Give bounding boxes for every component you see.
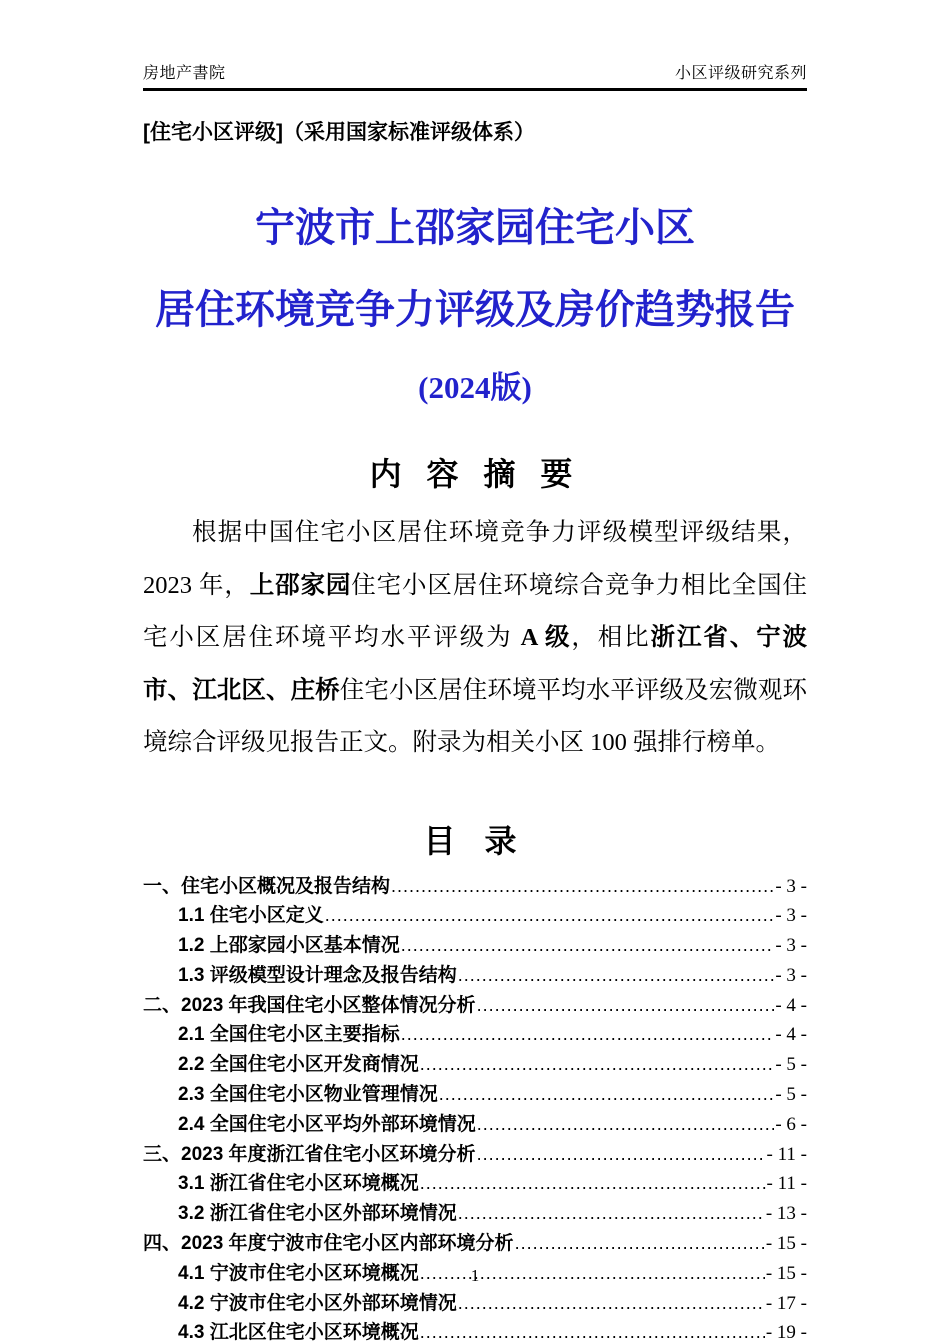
toc-entry	[143, 1020, 807, 1050]
summary-run-grade: A 级	[520, 624, 572, 651]
toc-entry	[143, 1318, 807, 1344]
toc-leader-dots	[477, 1140, 766, 1170]
page-number: 1	[470, 1266, 480, 1285]
toc-entry	[143, 961, 807, 991]
toc-page-number: - 4 -	[775, 994, 807, 1016]
toc-entry-label: 二、2023 年我国住宅小区整体情况分析	[143, 994, 476, 1016]
toc-entry	[143, 1229, 807, 1259]
summary-run-regions: 浙江省、宁波市、江北区、庄桥	[143, 624, 808, 704]
toc-page-number: - 19 -	[765, 1322, 807, 1344]
toc-entry	[143, 931, 807, 961]
toc-entry-label: 2.2 全国住宅小区开发商情况	[178, 1054, 419, 1076]
toc-leader-dots	[458, 1289, 765, 1319]
toc-entry	[143, 1199, 807, 1229]
toc-leader-dots	[420, 1050, 775, 1080]
toc-page-number: - 17 -	[765, 1292, 807, 1314]
report-title-line1: 宁波市上邵家园住宅小区	[255, 205, 695, 250]
toc-entry	[143, 901, 807, 931]
toc-entry	[143, 1169, 807, 1199]
toc-leader-dots	[401, 1020, 775, 1050]
toc-entry-label: 三、2023 年度浙江省住宅小区环境分析	[143, 1143, 476, 1165]
toc-entry-label: 2.1 全国住宅小区主要指标	[178, 1024, 400, 1046]
toc-entry-label: 1.3 评级模型设计理念及报告结构	[178, 964, 457, 986]
toc-entry	[143, 1080, 807, 1110]
summary-heading: 内 容 摘 要	[369, 456, 581, 492]
toc-entry-label: 2.3 全国住宅小区物业管理情况	[178, 1084, 438, 1106]
toc-page-number: - 15 -	[765, 1233, 807, 1255]
toc-leader-dots	[420, 1169, 766, 1199]
toc-entry-label: 4.1 宁波市住宅小区环境概况	[178, 1262, 419, 1284]
toc-leader-dots	[458, 961, 775, 991]
toc-entry	[143, 1050, 807, 1080]
report-edition: (2024版)	[418, 370, 532, 405]
toc-entry-label: 3.1 浙江省住宅小区环境概况	[178, 1173, 419, 1195]
toc-leader-dots	[325, 901, 775, 931]
toc-leader-dots	[391, 872, 774, 902]
toc-entry	[143, 1140, 807, 1170]
toc-page-number: - 5 -	[775, 1084, 807, 1106]
toc-page-number: - 11 -	[766, 1143, 807, 1165]
page-header	[143, 0, 807, 83]
toc-entry	[143, 1289, 807, 1319]
toc-leader-dots	[515, 1229, 765, 1259]
toc-entry-label: 1.2 上邵家园小区基本情况	[178, 935, 400, 957]
summary-run: ，相比	[571, 624, 651, 651]
summary-run-community-name: 上邵家园	[249, 571, 352, 599]
summary-paragraph	[143, 507, 807, 770]
toc-entry-label: 4.2 宁波市住宅小区外部环境情况	[178, 1292, 457, 1314]
toc-page-number: - 3 -	[775, 875, 807, 897]
header-right-label: 小区评级研究系列	[674, 65, 807, 82]
summary-run: 根据中国住宅小区居住环境竞争力评级模型评级结果，2023 年，	[143, 519, 807, 599]
toc-entry-label: 4.3 江北区住宅小区环境概况	[178, 1322, 419, 1344]
toc-page-number: - 3 -	[775, 964, 807, 986]
toc-leader-dots	[458, 1199, 765, 1229]
toc-entry-label: 四、2023 年度宁波市住宅小区内部环境分析	[143, 1233, 514, 1255]
toc-page-number: - 6 -	[775, 1113, 807, 1135]
toc-leader-dots	[401, 931, 775, 961]
summary-run: 住宅小区居住环境平均水平评级及宏微观环境综合评级见报告正文。附录为相关小区 100 强排行榜单。	[143, 676, 808, 756]
toc-entry-label: 1.1 住宅小区定义	[178, 905, 324, 927]
title-block	[143, 196, 807, 407]
toc-page-number: - 11 -	[766, 1173, 807, 1195]
toc-entry	[143, 872, 807, 902]
toc-page-number: - 13 -	[765, 1203, 807, 1225]
toc-entry	[143, 991, 807, 1021]
toc-entry-label: 3.2 浙江省住宅小区外部环境情况	[178, 1203, 457, 1225]
toc-entry	[143, 1110, 807, 1140]
toc-leader-dots	[477, 991, 775, 1021]
toc-page-number: - 4 -	[775, 1024, 807, 1046]
rating-system-label: [住宅小区评级]（采用国家标准评级体系）	[143, 121, 535, 144]
toc-entry-label: 一、住宅小区概况及报告结构	[143, 875, 391, 897]
header-left-label: 房地产書院	[143, 65, 226, 82]
toc-entry-label: 2.4 全国住宅小区平均外部环境情况	[178, 1113, 476, 1135]
toc-page-number: - 5 -	[775, 1054, 807, 1076]
toc-leader-dots	[439, 1080, 775, 1110]
toc-page-number: - 3 -	[775, 905, 807, 927]
header-divider	[143, 88, 807, 91]
toc-page-number: - 3 -	[775, 935, 807, 957]
toc-heading: 目 录	[423, 822, 527, 859]
toc-leader-dots	[420, 1318, 765, 1344]
report-title-line2: 居住环境竞争力评级及房价趋势报告	[155, 287, 795, 332]
toc-page-number: - 15 -	[765, 1262, 807, 1284]
summary-run: 住宅小区居住环境综合竞争力相比全国住宅小区居住环境平均水平评级为	[143, 571, 808, 651]
toc-leader-dots	[477, 1110, 775, 1140]
